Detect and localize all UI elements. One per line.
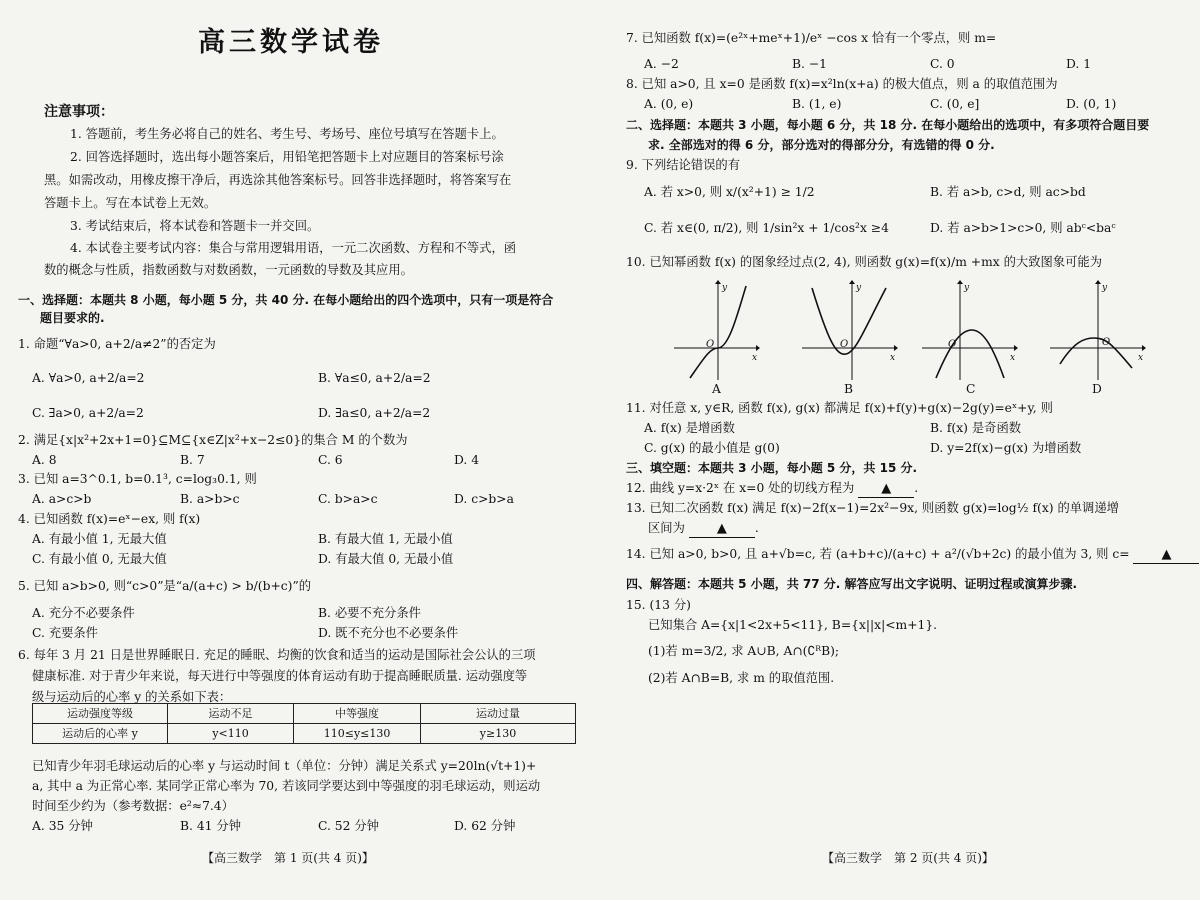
question-13-text: 区间为 (648, 521, 685, 535)
section-4-heading: 四、解答题：本题共 5 小题，共 77 分. 解答应写出文字说明、证明过程或演算步骤. (626, 577, 1078, 591)
table-cell: y≥130 (421, 724, 576, 744)
table-cell: y<110 (168, 724, 294, 744)
y-axis-arrow (1095, 280, 1101, 284)
table-header-cell: 运动不足 (168, 704, 294, 724)
q11-option-b: B. f(x) 是奇函数 (930, 421, 1022, 435)
q1-option-d: D. ∃a≤0, a+2/a=2 (318, 406, 431, 420)
answer-blank[interactable] (1133, 546, 1199, 564)
graph-label-d: D (1092, 382, 1102, 396)
question-15-stem: 已知集合 A={x|1<2x+5<11}, B={x||x|<m+1}. (648, 618, 938, 632)
notice-4b: 数的概念与性质，指数函数与对数函数，一元函数的导数及其应用。 (44, 263, 413, 277)
q7-option-d: D. 1 (1066, 57, 1092, 71)
question-1: 1. 命题“∀a>0, a+2/a≠2”的否定为 (18, 337, 216, 351)
blank-triangle-icon: ▲ (1161, 547, 1172, 562)
q11-option-a: A. f(x) 是增函数 (644, 421, 735, 435)
question-14-text: 14. 已知 a>0, b>0, 且 a+√b=c, 若 (a+b+c)/(a+c) + a²/(√b+2c) 的最小值为 3, 则 c= (626, 547, 1130, 561)
graph-c (922, 280, 1018, 380)
heart-rate-table (32, 703, 576, 744)
q8-option-b: B. (1, e) (792, 97, 842, 111)
section-2-heading: 二、选择题：本题共 3 小题，每小题 6 分，共 18 分. 在每小题给出的选项中，有多项符合题目要 (626, 118, 1150, 132)
q6-option-b: B. 41 分钟 (180, 819, 242, 833)
curve (812, 288, 886, 354)
question-5: 5. 已知 a>b>0, 则“c>0”是“a/(a+c) > b/(b+c)”的 (18, 579, 312, 593)
section-2-heading-cont: 求. 全部选对的得 6 分，部分选对的得部分分，有选错的得 0 分. (648, 138, 995, 152)
origin-label: O (840, 339, 849, 350)
q3-option-b: B. a>b>c (180, 492, 240, 506)
page-footer: 【高三数学 第 2 页(共 4 页)】 (822, 851, 994, 865)
q2-option-c: C. 6 (318, 453, 343, 467)
q3-option-d: D. c>b>a (454, 492, 514, 506)
graph-b (802, 280, 898, 380)
question-6-line6: 时间至少约为（参考数据：e²≈7.4） (32, 799, 234, 813)
y-axis-arrow (715, 280, 721, 284)
q1-option-a: A. ∀a>0, a+2/a=2 (32, 371, 145, 385)
question-15: 15. (13 分) (626, 598, 691, 612)
origin-label: O (706, 339, 715, 350)
answer-blank[interactable] (858, 480, 914, 498)
notice-1: 1. 答题前，考生务必将自己的姓名、考生号、考场号、座位号填写在答题卡上。 (70, 127, 504, 141)
q7-option-a: A. −2 (644, 57, 679, 71)
answer-blank[interactable] (689, 520, 755, 538)
table-cell: 运动后的心率 y (33, 724, 168, 744)
question-9: 9. 下列结论错误的有 (626, 158, 741, 172)
axis-label-y: y (856, 283, 862, 293)
question-6-line5: a, 其中 a 为正常心率. 某同学正常心率为 70, 若该同学要达到中等强度的羽毛球运动，则运动 (32, 779, 541, 793)
graph-label-b: B (844, 382, 854, 396)
q6-option-d: D. 62 分钟 (454, 819, 516, 833)
axis-label-x: x (752, 353, 758, 363)
curve (936, 330, 1004, 378)
q9-option-d: D. 若 a>b>1>c>0, 则 abᶜ<baᶜ (930, 221, 1116, 235)
notice-2a: 2. 回答选择题时，选出每小题答案后，用铅笔把答题卡上对应题目的答案标号涂 (70, 150, 504, 164)
q3-option-c: C. b>a>c (318, 492, 378, 506)
axis-label-y: y (964, 283, 970, 293)
question-7: 7. 已知函数 f(x)=(e²ˣ+meˣ+1)/eˣ −cos x 恰有一个零点，则 m= (626, 31, 997, 45)
q5-option-a: A. 充分不必要条件 (32, 606, 135, 620)
q9-option-a: A. 若 x>0, 则 x/(x²+1) ≥ 1/2 (644, 185, 815, 199)
question-15-part1: (1)若 m=3/2, 求 A∪B, A∩(∁ᴿB); (648, 644, 840, 658)
section-1-heading-cont: 题目要求的. (40, 311, 105, 325)
graph-label-a: A (712, 382, 721, 396)
q5-option-b: B. 必要不充分条件 (318, 606, 421, 620)
graph-a (674, 280, 760, 380)
table-header-cell: 运动过量 (421, 704, 576, 724)
graph-b-svg (802, 280, 898, 380)
table-row (33, 724, 576, 744)
section-3-heading: 三、填空题：本题共 3 小题，每小题 5 分，共 15 分. (626, 461, 918, 475)
question-6-line3: 级与运动后的心率 y 的关系如下表： (32, 690, 232, 704)
q7-option-c: C. 0 (930, 57, 955, 71)
q11-option-d: D. y=2f(x)−g(x) 为增函数 (930, 441, 1082, 455)
question-6-line4: 已知青少年羽毛球运动后的心率 y 与运动时间 t（单位：分钟）满足关系式 y=20ln(√t+1)+ (32, 759, 537, 773)
question-4: 4. 已知函数 f(x)=eˣ−ex, 则 f(x) (18, 512, 201, 526)
q5-option-c: C. 充要条件 (32, 626, 98, 640)
origin-label: O (1102, 337, 1111, 348)
q9-option-c: C. 若 x∈(0, π/2), 则 1/sin²x + 1/cos²x ≥4 (644, 221, 889, 235)
question-6-line2: 健康标准. 对于青少年来说，每天进行中等强度的体育运动有助于提高睡眠质量. 运动强度等 (32, 669, 528, 683)
question-15-part2: (2)若 A∩B=B, 求 m 的取值范围. (648, 671, 835, 685)
axis-label-x: x (890, 353, 896, 363)
q1-option-c: C. ∃a>0, a+2/a=2 (32, 406, 144, 420)
notice-2c: 答题卡上。写在本试卷上无效。 (44, 196, 217, 210)
blank-triangle-icon: ▲ (716, 521, 727, 536)
question-10: 10. 已知幂函数 f(x) 的图象经过点(2, 4), 则函数 g(x)=f(x)/m +mx 的大致图象可能为 (626, 255, 1102, 269)
section-1-heading: 一、选择题：本题共 8 小题，每小题 5 分，共 40 分. 在每小题给出的四个选项中，只有一项是符合 (18, 293, 554, 307)
q1-option-b: B. ∀a≤0, a+2/a=2 (318, 371, 431, 385)
question-14 (626, 546, 1200, 564)
graph-label-c: C (966, 382, 976, 396)
table-header-cell: 运动强度等级 (33, 704, 168, 724)
question-2: 2. 满足{x|x²+2x+1=0}⊆M⊆{x∈Z|x²+x−2≤0}的集合 M 的个数为 (18, 433, 408, 447)
q8-option-a: A. (0, e) (644, 97, 694, 111)
q6-option-c: C. 52 分钟 (318, 819, 379, 833)
axis-label-x: x (1010, 353, 1016, 363)
q3-option-a: A. a>c>b (32, 492, 92, 506)
question-3: 3. 已知 a=3^0.1, b=0.1³, c=log₃0.1, 则 (18, 472, 257, 486)
q7-option-b: B. −1 (792, 57, 827, 71)
question-8: 8. 已知 a>0, 且 x=0 是函数 f(x)=x²ln(x+a) 的极大值点，则 a 的取值范围为 (626, 77, 1058, 91)
notice-heading: 注意事项： (44, 104, 114, 120)
axis-label-y: y (1102, 283, 1108, 293)
notice-3: 3. 考试结束后，将本试卷和答题卡一并交回。 (70, 219, 320, 233)
blank-triangle-icon: ▲ (881, 481, 892, 496)
question-12-text: 12. 曲线 y=x·2ˣ 在 x=0 处的切线方程为 (626, 481, 855, 495)
notice-2b: 黑。如需改动，用橡皮擦干净后，再选涂其他答案标号。回答非选择题时，将答案写在 (44, 173, 512, 187)
q4-option-d: D. 有最大值 0, 无最小值 (318, 552, 454, 566)
question-12: 12. 曲线 y=x·2ˣ 在 x=0 处的切线方程为 ▲ . (626, 481, 919, 496)
q2-option-b: B. 7 (180, 453, 205, 467)
q8-option-d: D. (0, 1) (1066, 97, 1117, 111)
q4-option-c: C. 有最小值 0, 无最大值 (32, 552, 167, 566)
curve (1060, 338, 1132, 368)
q5-option-d: D. 既不充分也不必要条件 (318, 626, 459, 640)
q8-option-c: C. (0, e] (930, 97, 980, 111)
q2-option-a: A. 8 (32, 453, 57, 467)
graph-d-svg (1050, 280, 1146, 380)
axis-label-y: y (722, 283, 728, 293)
y-axis-arrow (957, 280, 963, 284)
question-13-line1: 13. 已知二次函数 f(x) 满足 f(x)−2f(x−1)=2x²−9x, 则函数 g(x)=log½ f(x) 的单调递增 (626, 501, 1119, 515)
question-11: 11. 对任意 x, y∈R, 函数 f(x), g(x) 都满足 f(x)+f(y)+g(x)−2g(y)=eˣ+y, 则 (626, 401, 1053, 415)
table-header-cell: 中等强度 (294, 704, 421, 724)
q2-option-d: D. 4 (454, 453, 480, 467)
graph-c-svg (922, 280, 1018, 380)
q6-option-a: A. 35 分钟 (32, 819, 93, 833)
page-footer: 【高三数学 第 1 页(共 4 页)】 (202, 851, 374, 865)
q11-option-c: C. g(x) 的最小值是 g(0) (644, 441, 780, 455)
table-cell: 110≤y≤130 (294, 724, 421, 744)
axis-label-x: x (1138, 353, 1144, 363)
q4-option-a: A. 有最小值 1, 无最大值 (32, 532, 167, 546)
origin-label: O (948, 339, 957, 350)
page-title: 高三数学试卷 (198, 27, 384, 58)
q9-option-b: B. 若 a>b, c>d, 则 ac>bd (930, 185, 1086, 199)
q4-option-b: B. 有最大值 1, 无最小值 (318, 532, 453, 546)
y-axis-arrow (849, 280, 855, 284)
graph-a-svg (674, 280, 760, 380)
question-13-line2: 区间为 ▲ . (648, 521, 759, 536)
table-header-row (33, 704, 576, 724)
graph-d (1050, 280, 1146, 380)
notice-4a: 4. 本试卷主要考试内容：集合与常用逻辑用语，一元二次函数、方程和不等式，函 (70, 241, 517, 255)
question-6-line1: 6. 每年 3 月 21 日是世界睡眠日. 充足的睡眠、均衡的饮食和适当的运动是国际社会公认的三项 (18, 648, 536, 662)
